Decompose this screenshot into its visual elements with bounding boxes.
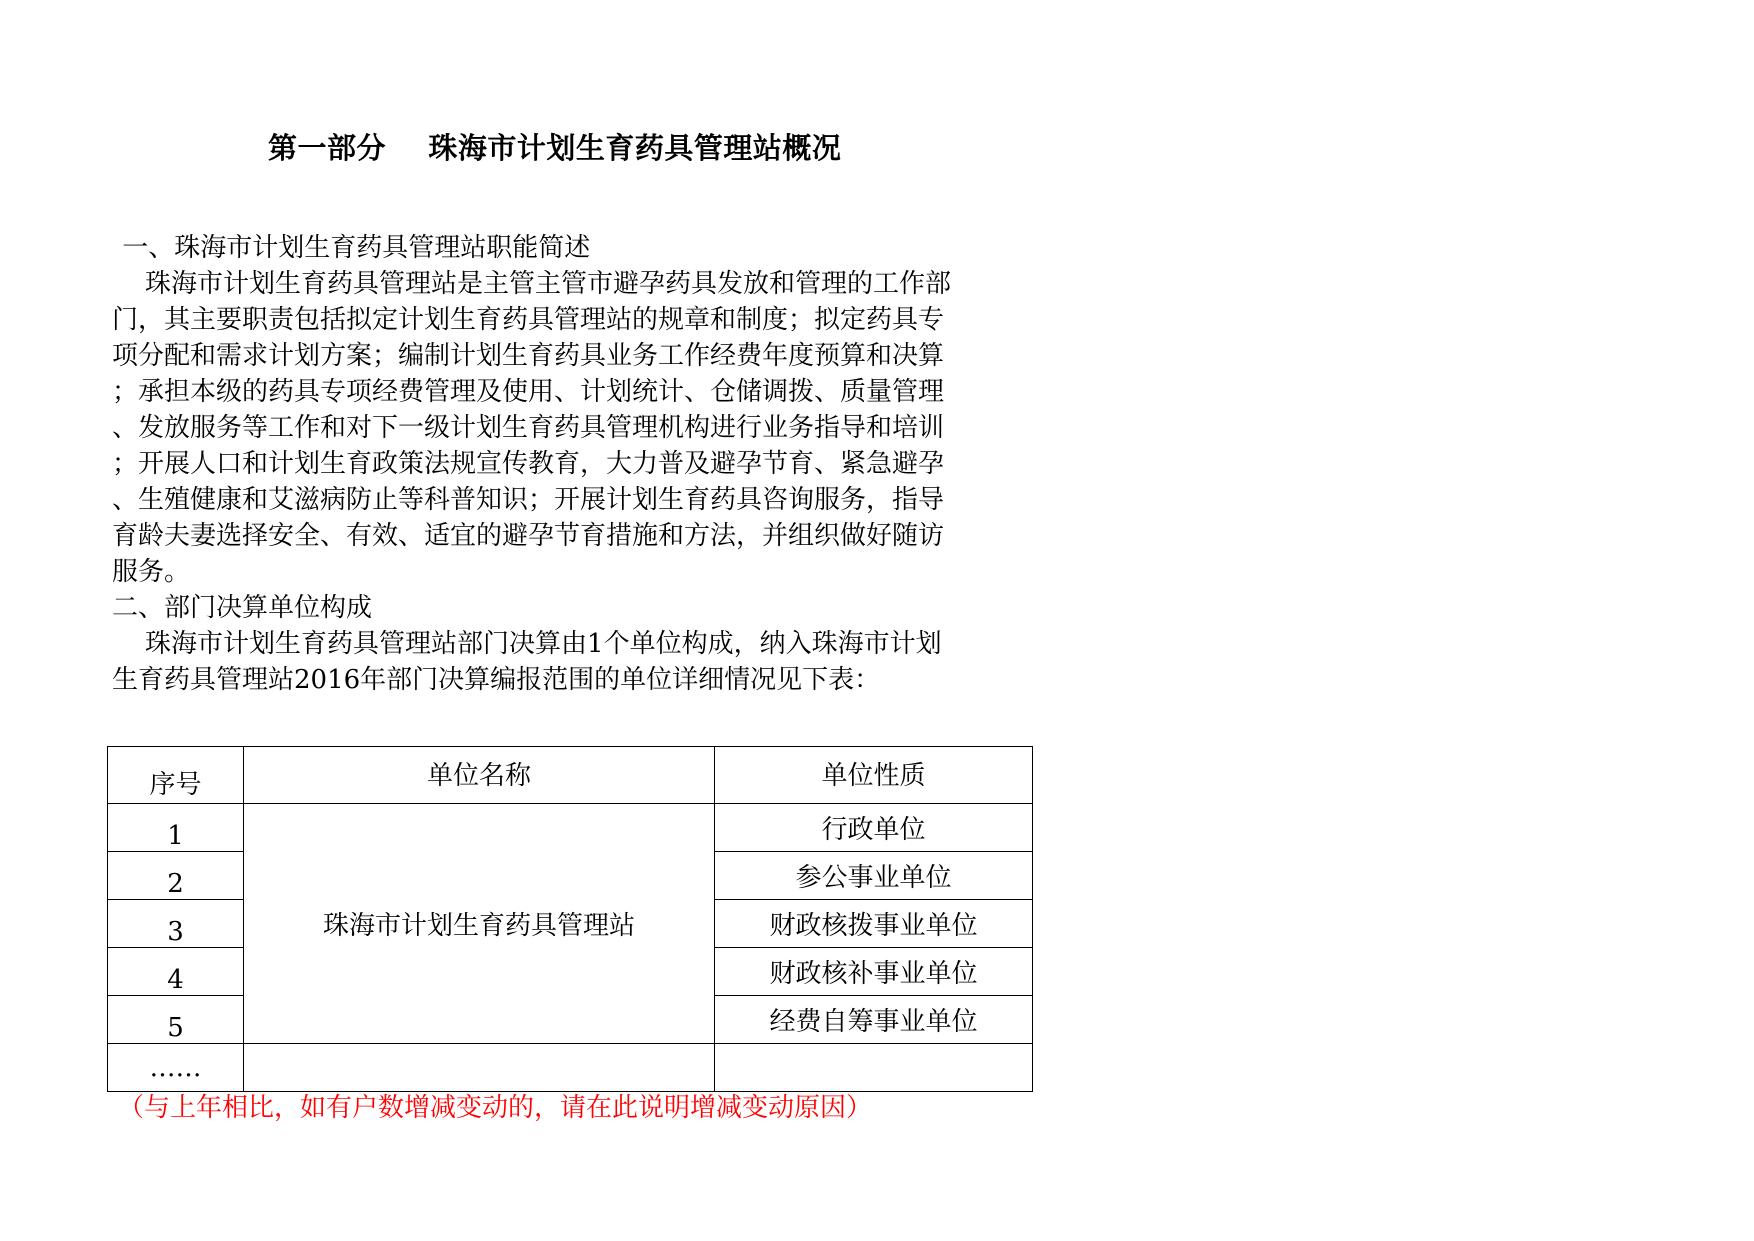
row-unit-type: 参公事业单位	[715, 852, 1033, 900]
section1-line-2: 门，其主要职责包括拟定计划生育药具管理站的规章和制度；拟定药具专	[112, 305, 945, 335]
row-unit-type: 财政核拨事业单位	[715, 900, 1033, 948]
row-seq: 1	[108, 804, 244, 852]
section2-line-2: 生育药具管理站2016年部门决算编报范围的单位详细情况见下表：	[112, 665, 881, 695]
change-note: （与上年相比，如有户数增减变动的，请在此说明增减变动原因）	[118, 1093, 873, 1123]
section1-line-6: ；开展人口和计划生育政策法规宣传教育，大力普及避孕节育、紧急避孕	[112, 449, 945, 479]
row-unit-type: 财政核补事业单位	[715, 948, 1033, 996]
row-seq: 3	[108, 900, 244, 948]
table-row	[108, 804, 1033, 852]
row-seq: 2	[108, 852, 244, 900]
section1-line-8: 育龄夫妻选择安全、有效、适宜的避孕节育措施和方法，并组织做好随访	[112, 521, 945, 551]
row-seq: ……	[108, 1044, 244, 1092]
unit-composition-table	[107, 746, 1033, 1092]
table-header-row	[108, 747, 1033, 804]
section2-heading: 二、部门决算单位构成	[112, 593, 373, 623]
section1-line-3: 项分配和需求计划方案；编制计划生育药具业务工作经费年度预算和决算	[112, 341, 945, 371]
row-unit-type	[715, 1044, 1033, 1092]
header-unit-type: 单位性质	[715, 747, 1033, 804]
header-seq: 序号	[108, 747, 244, 804]
section1-line-4: ；承担本级的药具专项经费管理及使用、计划统计、仓储调拨、质量管理	[112, 377, 945, 407]
row-unit-name-empty	[244, 1044, 715, 1092]
section1-line-1: 珠海市计划生育药具管理站是主管主管市避孕药具发放和管理的工作部	[112, 269, 952, 299]
row-seq: 4	[108, 948, 244, 996]
section1-line-5: 、发放服务等工作和对下一级计划生育药具管理机构进行业务指导和培训	[112, 413, 945, 443]
row-unit-type: 经费自筹事业单位	[715, 996, 1033, 1044]
section1-heading: 一、珠海市计划生育药具管理站职能简述	[114, 233, 591, 263]
row-seq: 5	[108, 996, 244, 1044]
table-row	[108, 1044, 1033, 1092]
section1-line-9: 服务。	[112, 557, 191, 587]
section1-line-7: 、生殖健康和艾滋病防止等科普知识；开展计划生育药具咨询服务，指导	[112, 485, 945, 515]
row-unit-type: 行政单位	[715, 804, 1033, 852]
section2-line-1: 珠海市计划生育药具管理站部门决算由1个单位构成，纳入珠海市计划	[112, 629, 942, 659]
unit-name-cell: 珠海市计划生育药具管理站	[244, 804, 715, 1044]
page-title: 第一部分 珠海市计划生育药具管理站概况	[268, 131, 842, 165]
header-unit-name: 单位名称	[244, 747, 715, 804]
